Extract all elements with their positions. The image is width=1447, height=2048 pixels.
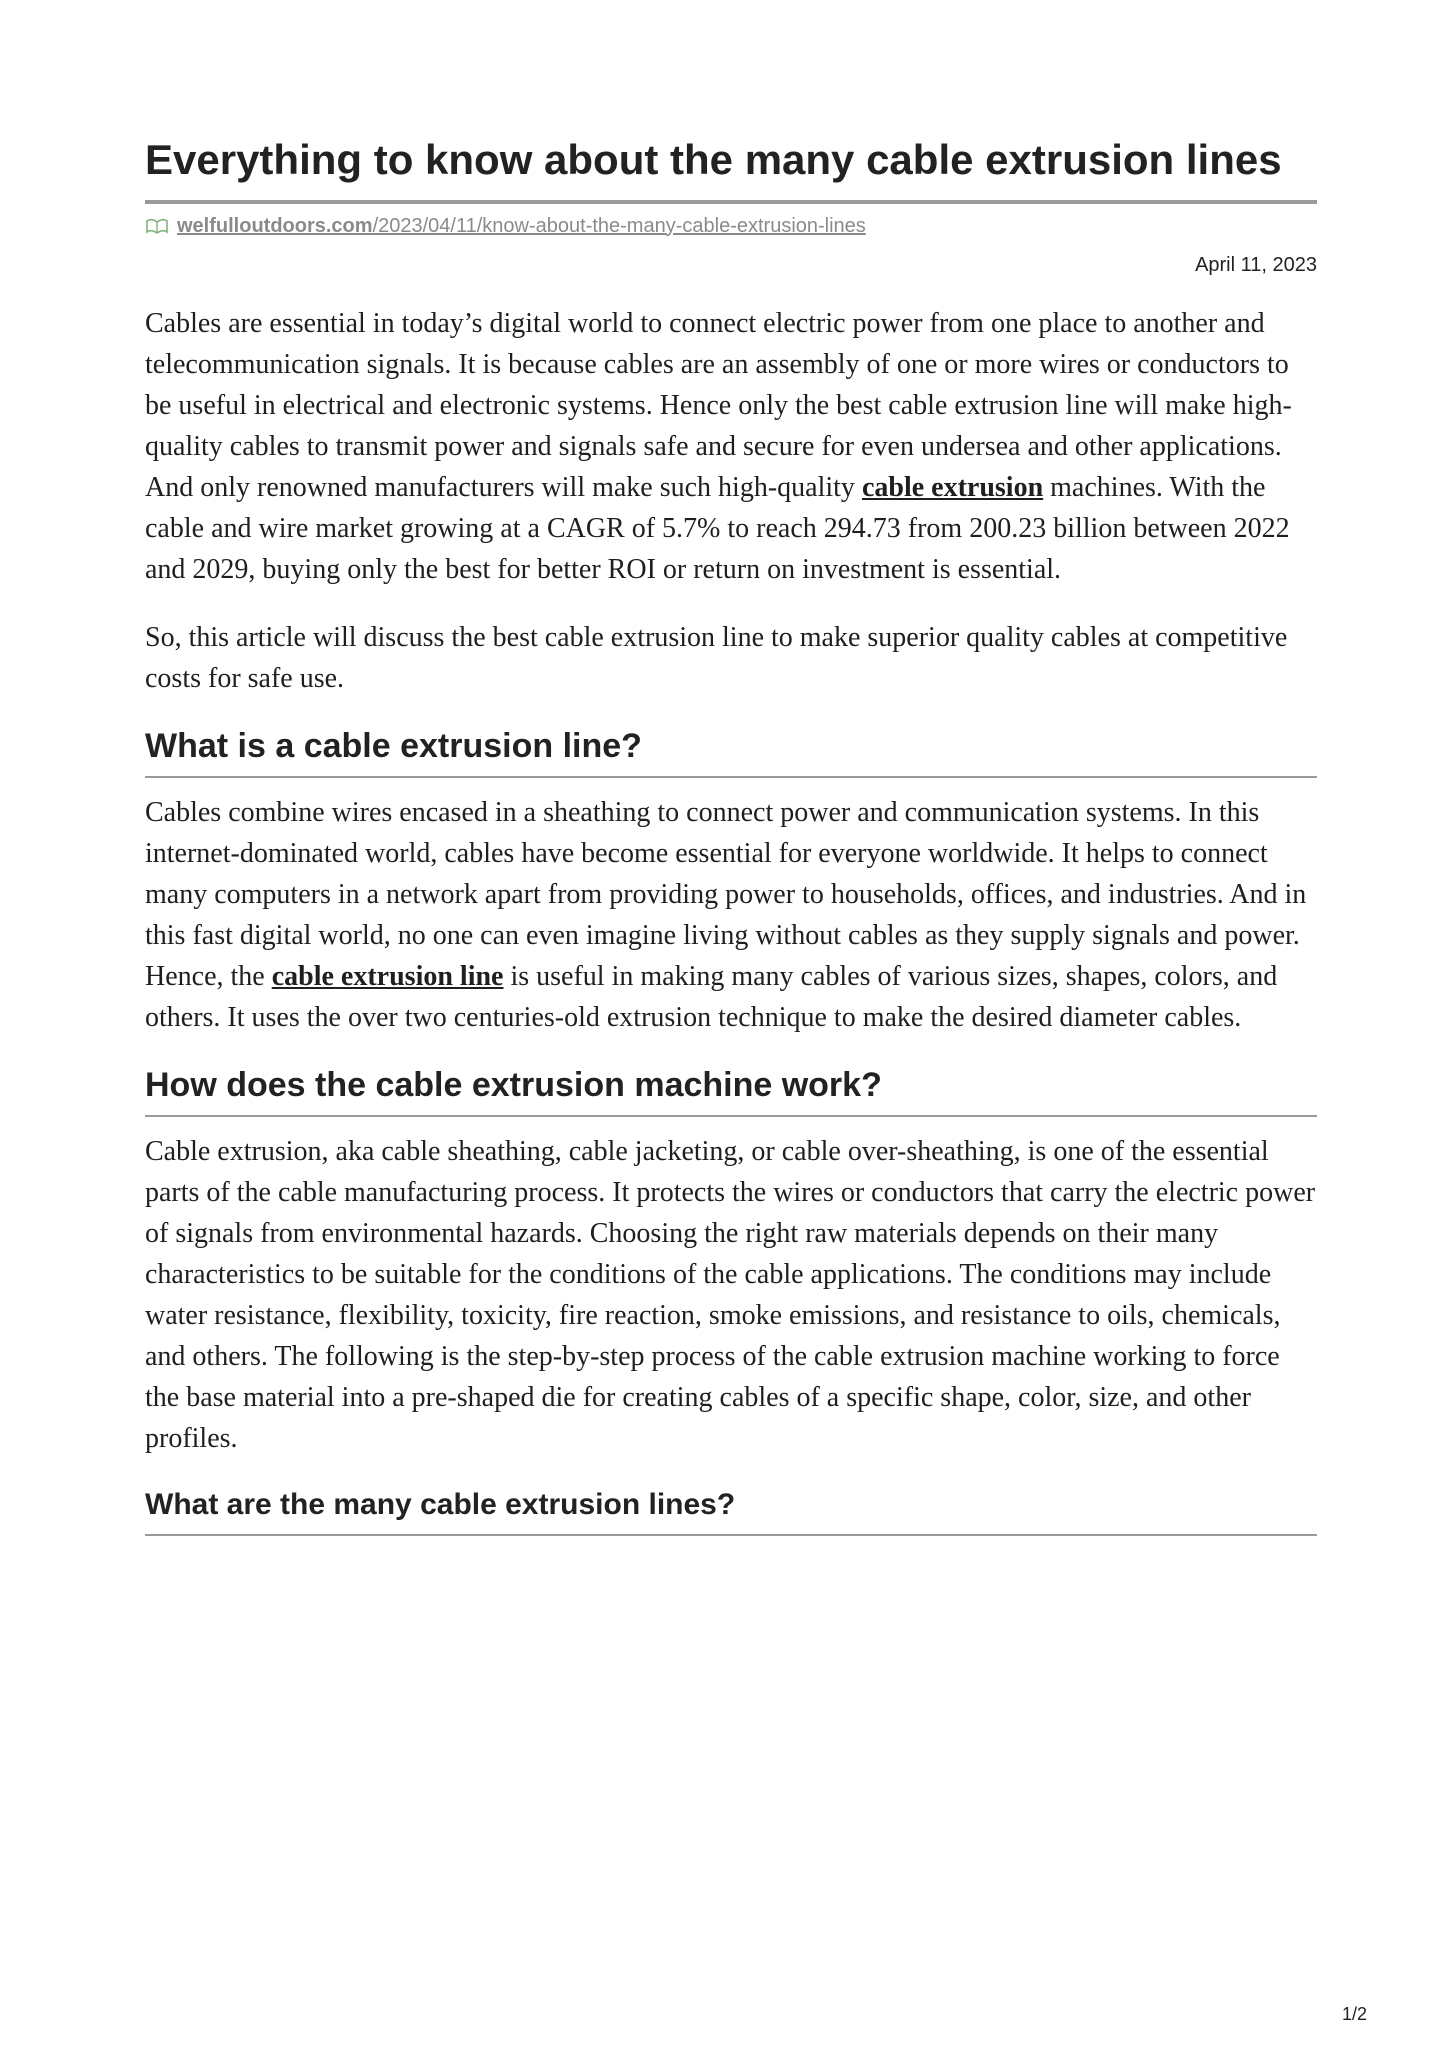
source-line	[145, 212, 1317, 240]
page-number: 1/2	[1341, 2004, 1367, 2024]
cable-extrusion-line-link[interactable]: cable extrusion line	[271, 961, 504, 992]
favicon-icon	[145, 217, 169, 235]
page-title: Everything to know about the many cable extrusion lines	[145, 134, 1317, 204]
intro-paragraph-2: So, this article will discuss the best cable extrusion line to make superior quality cables at competitive costs for safe use.	[145, 622, 1288, 694]
intro-text-2: machines. With the cable and wire market growing at a CAGR of 5.7% to reach 294.73 from 200.23 billion between 2022 and 2029, buying only the best for better ROI or return on investment is essential.	[145, 472, 1290, 585]
section-paragraph-what-is	[145, 792, 1317, 1038]
intro-paragraph	[145, 303, 1317, 590]
source-link[interactable]	[177, 215, 866, 238]
source-domain: welfulloutdoors.com	[177, 214, 373, 237]
intro-text-1: Cables are essential in today’s digital world to connect electric power from one place to another and telecommunication signals. It is because cables are an assembly of one or more wires or conductors to be useful in electrical and electronic systems. Hence only the best cable extrusion line will make high-quality cables to transmit power and signals safe and secure for even undersea and other applications. And only renowned manufacturers will make such high-quality	[145, 308, 1292, 503]
section-heading-what-is: What is a cable extrusion line?	[145, 725, 1317, 778]
publish-date: April 11, 2023	[1195, 254, 1317, 276]
section-heading-how-work: How does the cable extrusion machine work?	[145, 1064, 1317, 1117]
section1-text-2: is useful in making many cables of various sizes, shapes, colors, and others. It uses the over two centuries-old extrusion technique to make the desired diameter cables.	[145, 961, 1278, 1033]
section-paragraph-how-work: Cable extrusion, aka cable sheathing, cable jacketing, or cable over-sheathing, is one of the essential parts of the cable manufacturing process. It protects the wires or conductors that carry the electric power of signals from environmental hazards. Choosing the right raw materials depends on their many characteristics to be suitable for the conditions of the cable applications. The conditions may include water resistance, flexibility, toxicity, fire reaction, smoke emissions, and resistance to oils, chemicals, and others. The following is the step-by-step process of the cable extrusion machine working to force the base material into a pre-shaped die for creating cables of a specific shape, color, size, and other profiles.	[145, 1136, 1316, 1454]
source-path: /2023/04/11/know-about-the-many-cable-extrusion-lines	[372, 214, 866, 237]
article	[145, 134, 1317, 1536]
section-heading-many-lines: What are the many cable extrusion lines?	[145, 1485, 1317, 1536]
section1-text-1: Cables combine wires encased in a sheathing to connect power and communication systems. In this internet-dominated world, cables have become essential for everyone worldwide. It helps to connect many computers in a network apart from providing power to households, offices, and industries. And in this fast digital world, no one can even imagine living without cables as they supply signals and power. Hence, the	[145, 797, 1307, 992]
cable-extrusion-link[interactable]: cable extrusion	[861, 472, 1044, 503]
